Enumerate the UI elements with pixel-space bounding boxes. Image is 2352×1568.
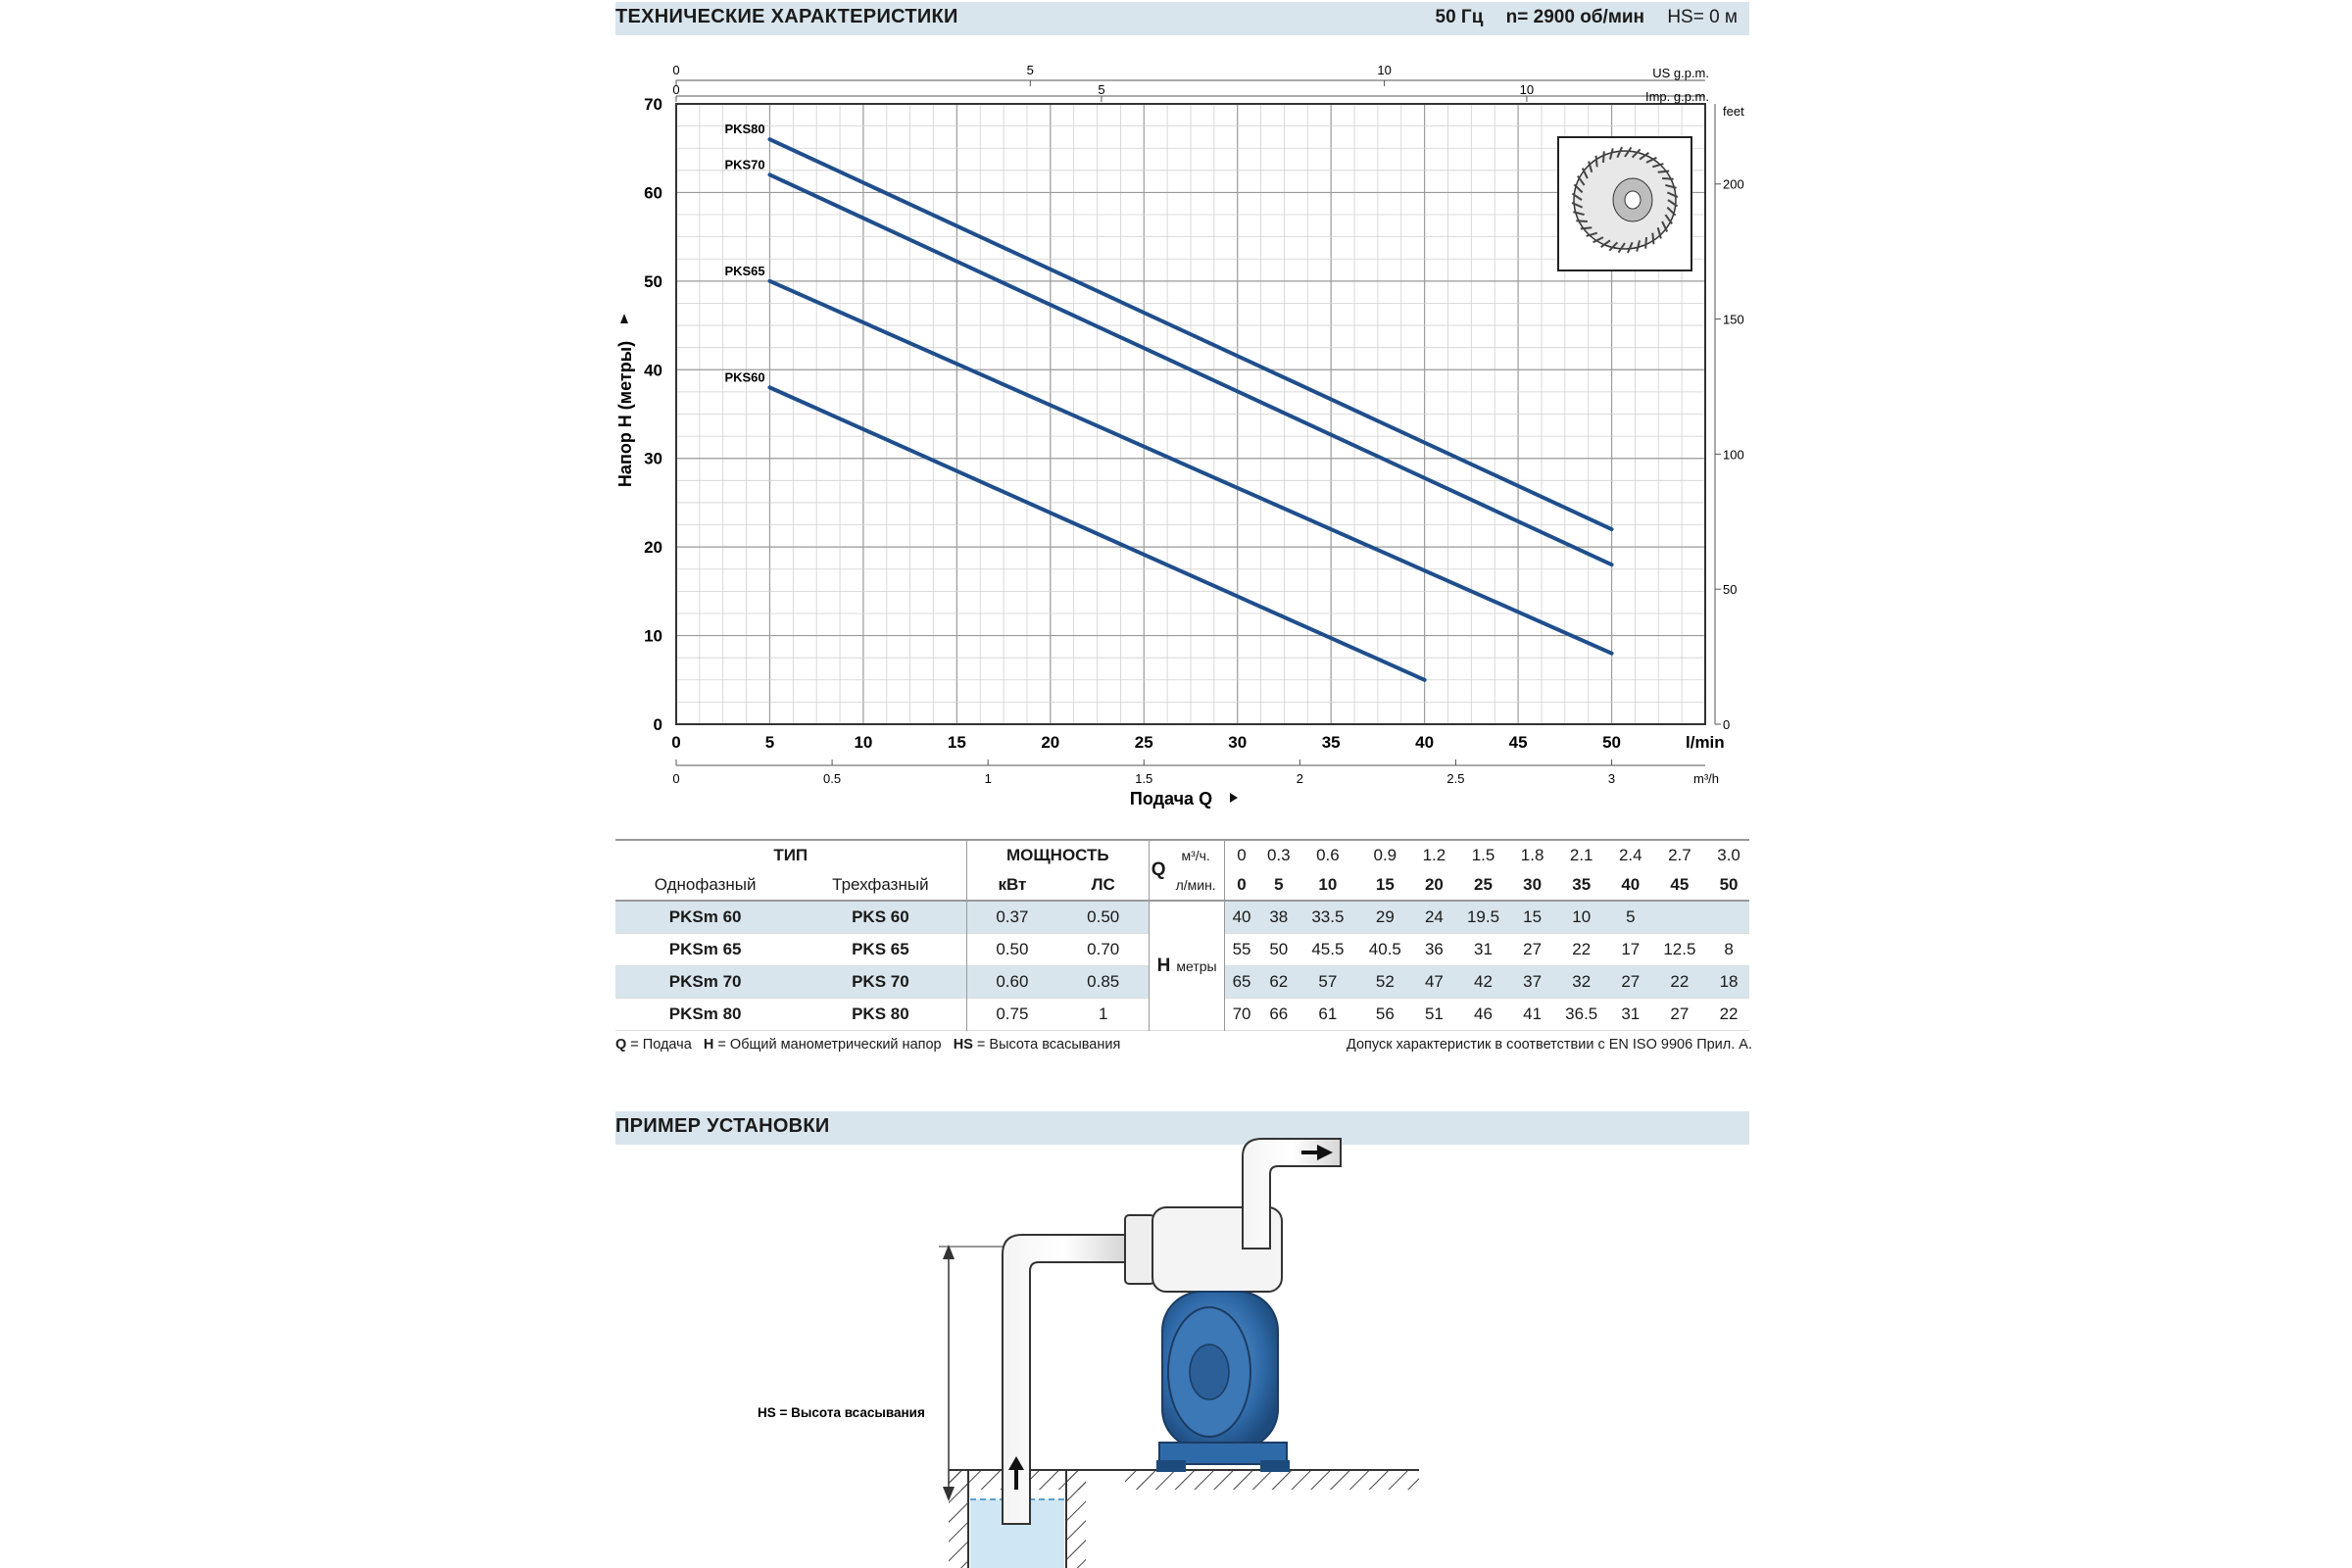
series-label: PKS60 xyxy=(724,369,765,385)
y-tick-label: 10 xyxy=(644,626,662,646)
table-row xyxy=(615,901,1749,934)
q-m3h-cell: 2.4 xyxy=(1618,846,1642,864)
us-gpm-label: US g.p.m. xyxy=(1652,66,1709,80)
head-value: 31 xyxy=(1474,940,1493,958)
hs-label: HS = Высота всасывания xyxy=(758,1405,925,1420)
m3h-tick: 0.5 xyxy=(823,771,842,786)
x-tick-label: 50 xyxy=(1602,733,1622,752)
x-tick-label: 15 xyxy=(947,733,966,752)
head-value: 12.5 xyxy=(1663,940,1696,958)
q-m3h-cell: 1.8 xyxy=(1520,846,1544,864)
m3h-label: m³/h xyxy=(1693,771,1719,786)
m3h-tick: 3 xyxy=(1607,771,1616,786)
section-title: ТЕХНИЧЕСКИЕ ХАРАКТЕРИСТИКИ xyxy=(615,6,958,27)
hs-key: HS xyxy=(953,1037,973,1053)
power-kw: 0.50 xyxy=(966,934,1057,966)
x-axis-label: Подача Q xyxy=(1129,789,1213,808)
q-lmin-cell: 0 xyxy=(1237,875,1247,894)
us-gpm-tick: 10 xyxy=(1377,63,1392,77)
head-value: 10 xyxy=(1552,901,1609,934)
head-value: 36 xyxy=(1424,940,1444,958)
imp-gpm-tick: 0 xyxy=(672,82,680,97)
h-key: H xyxy=(703,1037,714,1053)
q-m3h-cell: 1.2 xyxy=(1422,846,1446,864)
type-header: ТИП xyxy=(773,846,808,864)
head-value: 50 xyxy=(1269,940,1289,958)
power-hp: 0.70 xyxy=(1087,940,1120,958)
q-m3h-cell: 2.7 xyxy=(1668,846,1691,864)
head-value: 42 xyxy=(1454,966,1511,999)
q-lmin-cell: 40 xyxy=(1621,875,1641,894)
series-label: PKS80 xyxy=(724,122,765,137)
header-bar xyxy=(615,2,1749,35)
power-hp: 0.50 xyxy=(1057,901,1149,934)
q-text: = Подача xyxy=(626,1037,692,1053)
y-tick-label: 40 xyxy=(644,361,662,380)
x-tick-label: 35 xyxy=(1321,733,1341,752)
q-m3h-cell: 0.6 xyxy=(1316,846,1340,864)
head-value: 29 xyxy=(1356,901,1413,934)
three-phase-model: PKS 60 xyxy=(795,901,966,934)
imp-gpm-label: Imp. g.p.m. xyxy=(1644,89,1709,104)
q-m3h-cell: 1.5 xyxy=(1471,846,1495,864)
head-value: 70 xyxy=(1232,1004,1251,1023)
three-phase-model: PKS 70 xyxy=(795,966,966,999)
us-gpm-tick: 0 xyxy=(672,63,680,77)
y-tick-label: 20 xyxy=(644,538,662,558)
m3h-tick: 1 xyxy=(984,771,992,786)
install-title: ПРИМЕР УСТАНОВКИ xyxy=(615,1115,830,1137)
y-tick-label: 60 xyxy=(644,183,662,203)
head-value xyxy=(1708,901,1749,934)
feet-label: feet xyxy=(1723,104,1744,119)
head-value: 51 xyxy=(1424,1004,1444,1023)
x-tick-label: 10 xyxy=(854,733,873,752)
three-phase-model: PKS 65 xyxy=(852,940,909,958)
head-value: 46 xyxy=(1474,1004,1493,1023)
spec-table xyxy=(615,839,1749,1031)
head-value: 15 xyxy=(1512,901,1553,934)
power-kw: 0.75 xyxy=(966,999,1057,1031)
x-tick-label: 5 xyxy=(764,733,775,752)
installation-diagram xyxy=(615,1137,1497,1568)
suction-height: HS= 0 м xyxy=(1667,7,1738,27)
head-value: 62 xyxy=(1258,966,1299,999)
q-lmin-cell: 30 xyxy=(1523,875,1543,894)
x-unit-label: l/min xyxy=(1686,733,1725,752)
head-value: 5 xyxy=(1610,901,1651,934)
q-m3h-cell: 3.0 xyxy=(1717,846,1740,864)
x-tick-label: 0 xyxy=(671,733,681,752)
head-value: 27 xyxy=(1670,1004,1690,1023)
three-phase-header: Трехфазный xyxy=(832,875,929,894)
head-value: 19.5 xyxy=(1454,901,1511,934)
feet-tick: 200 xyxy=(1723,176,1744,192)
q-m3h-cell: 2.1 xyxy=(1569,846,1593,864)
power-hp: 0.85 xyxy=(1057,966,1149,999)
h-label: H xyxy=(1156,955,1171,976)
head-value: 38 xyxy=(1258,901,1299,934)
q-lmin-cell: 5 xyxy=(1274,875,1284,894)
h-unit: метры xyxy=(1176,957,1217,974)
head-value: 33.5 xyxy=(1299,901,1356,934)
head-value: 37 xyxy=(1512,966,1553,999)
y-axis-arrow-icon xyxy=(620,314,628,323)
lmin-unit: л/мин. xyxy=(1167,870,1225,901)
q-m3h-cell: 0 xyxy=(1237,846,1247,864)
tolerance-note: Допуск характеристик в соответствии с EN ISO 9906 Прил. А. xyxy=(1346,1037,1752,1053)
head-value: 45.5 xyxy=(1311,940,1345,958)
head-value: 22 xyxy=(1572,940,1592,958)
head-value: 18 xyxy=(1708,966,1749,999)
head-value: 40.5 xyxy=(1368,940,1401,958)
power-kw: 0.37 xyxy=(966,901,1057,934)
m3h-tick: 2.5 xyxy=(1446,771,1465,786)
three-phase-model: PKS 80 xyxy=(852,1004,909,1023)
head-value: 47 xyxy=(1414,966,1455,999)
feet-tick: 150 xyxy=(1723,312,1744,327)
kw-header: кВт xyxy=(966,870,1057,901)
head-value: 41 xyxy=(1523,1004,1543,1023)
x-tick-label: 20 xyxy=(1041,733,1060,752)
series-label: PKS70 xyxy=(724,157,765,172)
h-text: = Общий манометрический напор xyxy=(713,1037,942,1053)
performance-chart xyxy=(588,51,1764,825)
pump-flange xyxy=(1125,1215,1154,1284)
q-key: Q xyxy=(615,1037,627,1053)
feet-tick: 100 xyxy=(1723,447,1744,463)
power-hp: 1 xyxy=(1098,1004,1108,1023)
m3h-unit: м³/ч. xyxy=(1167,840,1225,870)
imp-gpm-tick: 5 xyxy=(1098,82,1105,97)
single-phase-header: Однофазный xyxy=(654,875,757,894)
q-m3h-cell: 0.9 xyxy=(1373,846,1397,864)
single-phase-model: PKSm 70 xyxy=(615,966,795,999)
single-phase-model: PKSm 65 xyxy=(668,940,742,958)
head-value: 32 xyxy=(1552,966,1609,999)
hp-header: ЛС xyxy=(1091,875,1115,894)
m3h-tick: 1.5 xyxy=(1135,771,1153,786)
q-lmin-cell: 35 xyxy=(1572,875,1592,894)
head-value: 22 xyxy=(1719,1004,1739,1023)
head-value: 17 xyxy=(1621,940,1641,958)
feet-tick: 0 xyxy=(1723,717,1731,732)
head-value: 27 xyxy=(1610,966,1651,999)
rotation-speed: n= 2900 об/мин xyxy=(1505,7,1645,27)
head-value: 65 xyxy=(1225,966,1258,999)
hs-text: = Высота всасывания xyxy=(972,1037,1121,1053)
y-tick-label: 70 xyxy=(644,95,662,114)
legend-footnote xyxy=(615,1037,1120,1053)
head-value: 66 xyxy=(1269,1004,1289,1023)
y-tick-label: 30 xyxy=(644,449,662,468)
x-axis-arrow-icon xyxy=(1230,793,1238,803)
y-tick-label: 50 xyxy=(644,271,662,291)
head-value: 22 xyxy=(1651,966,1708,999)
m3h-tick: 0 xyxy=(672,771,680,786)
head-value: 52 xyxy=(1356,966,1413,999)
q-lmin-cell: 45 xyxy=(1670,875,1690,894)
imp-gpm-tick: 10 xyxy=(1519,82,1535,97)
head-value: 55 xyxy=(1232,940,1251,958)
q-lmin-cell: 15 xyxy=(1375,875,1395,894)
q-m3h-cell: 0.3 xyxy=(1266,846,1291,864)
head-value: 56 xyxy=(1375,1004,1395,1023)
x-tick-label: 25 xyxy=(1134,733,1153,752)
head-value: 36.5 xyxy=(1565,1004,1598,1023)
frequency: 50 Гц xyxy=(1435,7,1484,27)
m3h-tick: 2 xyxy=(1296,771,1303,786)
head-value: 24 xyxy=(1414,901,1455,934)
feet-tick: 50 xyxy=(1723,582,1738,598)
q-header: Q xyxy=(1150,840,1168,901)
q-lmin-cell: 10 xyxy=(1318,875,1338,894)
x-tick-label: 40 xyxy=(1415,733,1435,752)
head-value: 8 xyxy=(1724,940,1734,958)
head-value: 61 xyxy=(1318,1004,1338,1023)
x-tick-label: 45 xyxy=(1508,733,1528,752)
head-value: 27 xyxy=(1523,940,1543,958)
head-value xyxy=(1651,901,1708,934)
x-tick-label: 30 xyxy=(1228,733,1248,752)
power-header: МОЩНОСТЬ xyxy=(966,840,1150,870)
single-phase-model: PKSm 80 xyxy=(668,1004,742,1023)
q-lmin-cell: 20 xyxy=(1424,875,1444,894)
single-phase-model: PKSm 60 xyxy=(615,901,795,934)
h-label-cell xyxy=(1150,901,1225,1031)
y-axis-label: Напор H (метры) xyxy=(615,340,635,488)
head-value: 57 xyxy=(1299,966,1356,999)
y-tick-label: 0 xyxy=(653,715,662,734)
us-gpm-tick: 5 xyxy=(1026,63,1034,77)
power-kw: 0.60 xyxy=(966,966,1057,999)
head-value: 40 xyxy=(1225,901,1258,934)
q-lmin-cell: 25 xyxy=(1474,875,1493,894)
head-value: 31 xyxy=(1621,1004,1641,1023)
q-lmin-cell: 50 xyxy=(1719,875,1739,894)
series-label: PKS65 xyxy=(724,263,765,278)
spec-summary xyxy=(1418,7,1738,28)
